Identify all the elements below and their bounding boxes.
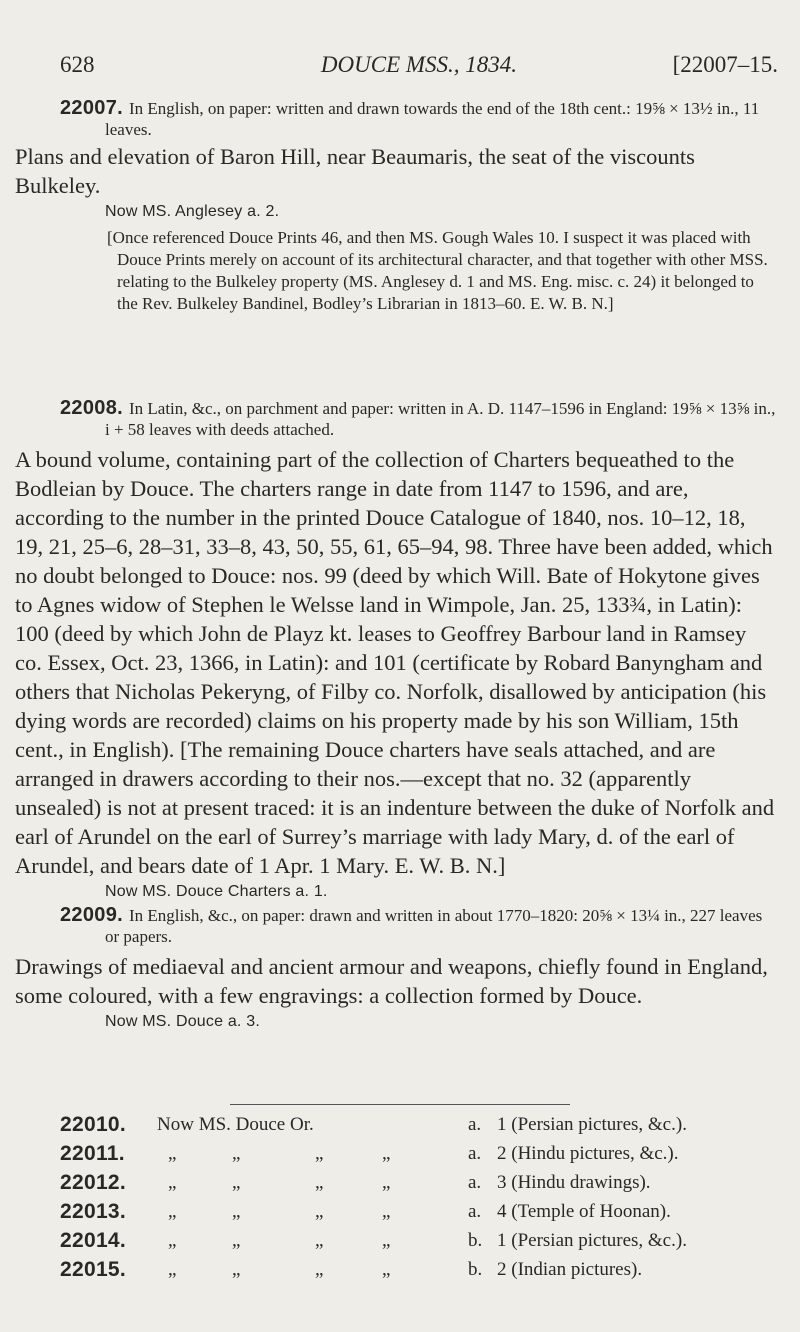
entry-meta xyxy=(60,98,778,140)
list-item-description: 3 (Hindu drawings). xyxy=(497,1172,651,1193)
entry-number: 22014. xyxy=(60,1229,127,1252)
entry-physical-description: In English, &c., on paper: drawn and written in about 1770–1820: 20⅝ × 13¼ in., 227 leaves or papers. xyxy=(105,906,763,946)
ditto-mark: „ xyxy=(232,1143,241,1164)
ditto-mark: „ xyxy=(315,1230,324,1251)
catalogue-entry xyxy=(15,904,778,1031)
ditto-mark: „ xyxy=(382,1259,391,1280)
ditto-mark: „ xyxy=(232,1230,241,1251)
entry-description: Plans and elevation of Baron Hill, near Beaumaris, the seat of the viscounts Bulkeley. xyxy=(15,144,695,198)
list-item xyxy=(60,1171,780,1200)
ditto-mark: „ xyxy=(168,1201,177,1222)
running-header xyxy=(60,52,778,84)
ditto-mark: „ xyxy=(168,1230,177,1251)
entry-physical-description: In Latin, &c., on parchment and paper: written in A. D. 1147–1596 in England: 19⅝ × 13⅝ in., i + 58 leaves with deeds attached. xyxy=(105,399,776,439)
ditto-mark: „ xyxy=(382,1201,391,1222)
entry-meta xyxy=(60,905,778,947)
entry-description: Drawings of mediaeval and ancient armour and weapons, chiefly found in England, some coloured, with a few engravings: a collection formed by Douce. xyxy=(15,954,768,1008)
list-item xyxy=(60,1258,780,1287)
list-shelf: a. xyxy=(468,1172,482,1193)
list-item-description: 2 (Indian pictures). xyxy=(497,1259,643,1280)
entry-number: 22011. xyxy=(60,1142,125,1165)
entry-number: 22007. xyxy=(60,97,123,119)
list-item-description: 1 (Persian pictures, &c.). xyxy=(497,1114,687,1135)
entry-note: [Once referenced Douce Prints 46, and then MS. Gough Wales 10. I suspect it was placed with Douce Prints merely on account of its architectural character, and that together with other MSS. relating to the Bulkeley property (MS. Anglesey d. 1 and MS. Eng. misc. c. 24) it belonged to the Rev. Bulkeley Bandinel, Bodley’s Librarian in 1813–60. E. W. B. N.] xyxy=(107,228,768,313)
divider-rule xyxy=(230,1104,570,1105)
list-item-description: 4 (Temple of Hoonan). xyxy=(497,1201,671,1222)
ditto-mark: „ xyxy=(232,1201,241,1222)
list-shelf: b. xyxy=(468,1230,483,1251)
entry-description: A bound volume, containing part of the collection of Charters bequeathed to the Bodleian by Douce. The charters range in date from 1147 to 1596, and are, according to the number in the printed Douce Catalogue of 1840, nos. 10–12, 18, 19, 21, 25–6, 28–31, 33–8, 43, 50, 55, 61, 65–94, 98. Three have been added, which no doubt belonged to Douce: nos. 99 (deed by which Will. Bate of Hokytone gives to Agnes widow of Stephen le Welsse land in Wimpole, Jan. 25, 133¾, in Latin): 100 (deed by which John de Playz kt. leases to Geoffrey Barbour land in Ramsey co. Essex, Oct. 23, 1366, in Latin): and 101 (certificate by Robard Banyngham and others that Nicholas Pekeryng, of Filby co. Norfolk, disallowed by anticipation (his dying words are recorded) claims on his property made by his son William, 15th cent., in English). [The remaining Douce charters have seals attached, and are arranged in drawers according to their nos.—except that no. 32 (apparently unsealed) is not at present traced: it is an indenture between the duke of Norfolk and earl of Arundel on the earl of Surrey’s marriage with lady Mary, d. of the earl of Arundel, and bears date of 1 Apr. 1 Mary. E. W. B. N.] xyxy=(15,447,775,878)
ditto-mark: „ xyxy=(315,1201,324,1222)
ditto-mark: „ xyxy=(168,1143,177,1164)
list-item xyxy=(60,1142,780,1171)
ditto-mark: „ xyxy=(315,1259,324,1280)
ditto-mark: „ xyxy=(315,1172,324,1193)
list-item xyxy=(60,1113,780,1142)
ditto-mark: „ xyxy=(168,1172,177,1193)
ditto-mark: „ xyxy=(168,1259,177,1280)
shelfmark-list xyxy=(60,1113,780,1287)
entry-range: [22007–15. xyxy=(672,52,778,77)
entry-number: 22010. xyxy=(60,1113,127,1136)
list-shelf: a. xyxy=(468,1201,482,1222)
ditto-mark: „ xyxy=(382,1172,391,1193)
list-item xyxy=(60,1229,780,1258)
entry-number: 22008. xyxy=(60,397,123,419)
entry-physical-description: In English, on paper: written and drawn towards the end of the 18th cent.: 19⅝ × 13½ in., 11 leaves. xyxy=(105,99,760,139)
entry-number: 22013. xyxy=(60,1200,127,1223)
ditto-mark: „ xyxy=(382,1230,391,1251)
entry-shelfmark: Now MS. Anglesey a. 2. xyxy=(105,203,280,220)
entry-number: 22009. xyxy=(60,904,123,926)
list-location: Now MS. Douce Or. xyxy=(157,1114,314,1135)
ditto-mark: „ xyxy=(232,1259,241,1280)
catalogue-entry xyxy=(15,97,778,315)
entry-shelfmark: Now MS. Douce a. 3. xyxy=(105,1013,260,1030)
list-shelf: a. xyxy=(468,1143,482,1164)
ditto-mark: „ xyxy=(232,1172,241,1193)
list-shelf: b. xyxy=(468,1259,483,1280)
list-item-description: 1 (Persian pictures, &c.). xyxy=(497,1230,687,1251)
entry-meta xyxy=(60,398,778,440)
list-item-description: 2 (Hindu pictures, &c.). xyxy=(497,1143,679,1164)
ditto-mark: „ xyxy=(382,1143,391,1164)
entry-shelfmark: Now MS. Douce Charters a. 1. xyxy=(105,883,328,900)
entry-number: 22015. xyxy=(60,1258,127,1281)
page-number: 628 xyxy=(60,52,95,77)
list-shelf: a. xyxy=(468,1114,482,1135)
running-title: DOUCE MSS., 1834. xyxy=(320,52,518,77)
list-item xyxy=(60,1200,780,1229)
ditto-mark: „ xyxy=(315,1143,324,1164)
catalogue-entry xyxy=(15,397,778,901)
entry-number: 22012. xyxy=(60,1171,127,1194)
